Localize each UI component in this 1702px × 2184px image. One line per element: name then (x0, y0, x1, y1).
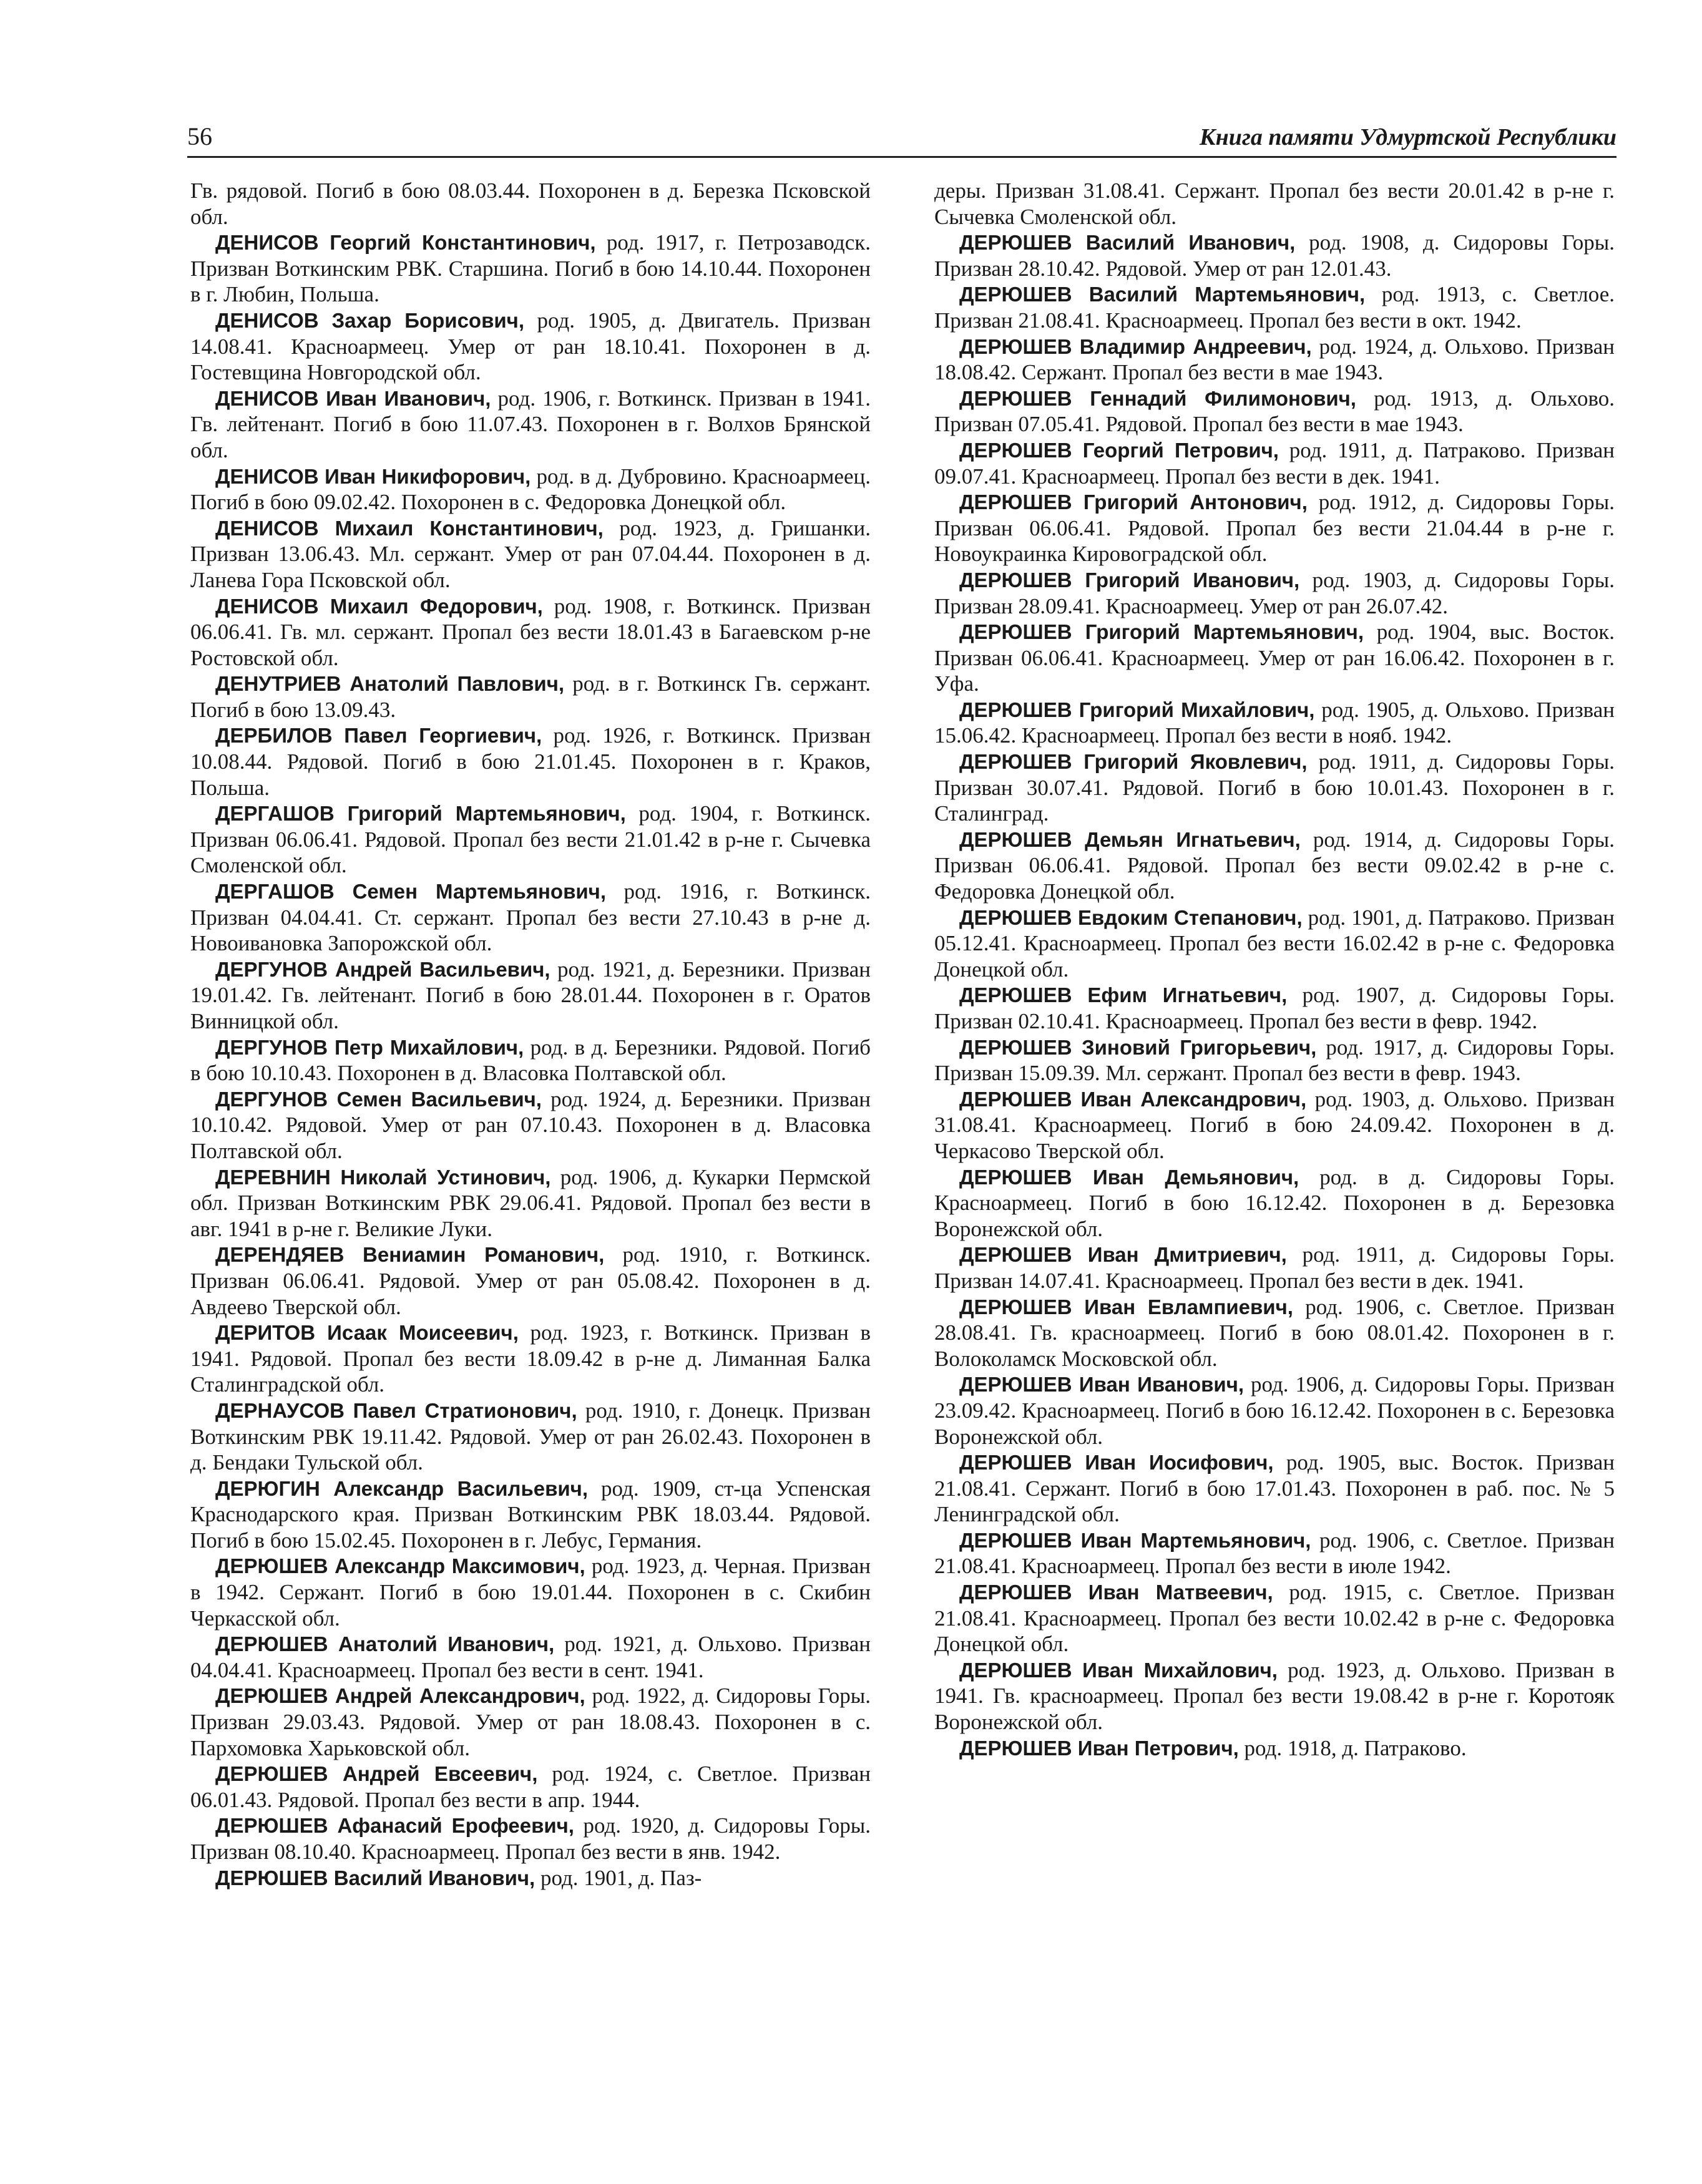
person-name: ДЕРЮШЕВ Григорий Мартемьянович, (959, 620, 1364, 644)
entry-details: род. 1907, д. Сидоровы Горы. Призван 02.10.41. Красноармеец. Пропал без вести в февр. 1942. (934, 983, 1615, 1033)
memorial-entry (190, 957, 871, 1035)
person-name: ДЕРЮШЕВ Владимир Андреевич, (959, 334, 1312, 358)
memorial-entry (934, 1294, 1615, 1372)
entry-details: род. 1905, д. Ольхово. Призван 15.06.42. Красноармеец. Пропал без вести в нояб. 1942. (934, 697, 1615, 748)
memorial-entry (934, 1035, 1615, 1086)
person-name: ДЕРЮШЕВ Григорий Михайлович, (959, 698, 1315, 721)
memorial-entry (190, 671, 871, 723)
entry-details: род. 1924, с. Светлое. Призван 06.01.43. Рядовой. Пропал без вести в апр. 1944. (190, 1762, 871, 1812)
memorial-entry (190, 1761, 871, 1813)
entry-details: род. 1912, д. Сидоровы Горы. Призван 06.06.41. Рядовой. Пропал без вести 21.04.44 в р-не г. Новоукраинка Кировоградской обл. (934, 490, 1615, 567)
entry-details: род. 1917, д. Сидоровы Горы. Призван 15.09.39. Мл. сержант. Пропал без вести в февр. 1943. (934, 1035, 1615, 1086)
person-name: ДЕРБИЛОВ Павел Георгиевич, (215, 724, 542, 748)
person-name: ДЕНИСОВ Иван Иванович, (215, 386, 491, 410)
entry-details: род. в д. Сидоровы Горы. Красноармеец. Погиб в бою 16.12.42. Похоронен в д. Березовка Воронежской обл. (934, 1164, 1615, 1241)
entry-details: род. 1906, с. Светлое. Призван 28.08.41. Гв. красноармеец. Погиб в бою 08.01.42. Похоронен в г. Волоколамск Московской обл. (934, 1294, 1615, 1371)
entry-details: род. 1913, д. Ольхово. Призван 07.05.41. Рядовой. Пропал без вести в мае 1943. (934, 386, 1615, 437)
entry-details: род. 1903, д. Ольхово. Призван 31.08.41. Красноармеец. Погиб в бою 24.09.42. Похоронен в д. Черкасово Тверской обл. (934, 1086, 1615, 1163)
entry-details: род. 1909, ст-ца Успенская Краснодарского края. Призван Воткинским РВК 18.03.44. Рядовой. Погиб в бою 15.02.45. Похоронен в г. Лебус, Германия. (190, 1476, 871, 1553)
person-name: ДЕРГУНОВ Семен Васильевич, (215, 1087, 542, 1111)
memorial-entry (190, 723, 871, 801)
memorial-entry (190, 1035, 871, 1086)
entry-details: род. 1908, г. Воткинск. Призван 06.06.41. Гв. мл. сержант. Пропал без вести 18.01.43 в Багаевском р-не Ростовской обл. (190, 593, 871, 670)
person-name: ДЕРЮШЕВ Иван Михайлович, (959, 1658, 1278, 1682)
memorial-entry (190, 1164, 871, 1242)
entry-details: род. 1908, д. Сидоровы Горы. Призван 28.10.42. Рядовой. Умер от ран 12.01.43. (934, 230, 1615, 281)
entry-details: род. 1914, д. Сидоровы Горы. Призван 06.06.41. Рядовой. Пропал без вести 09.02.42 в р-не с. Федоровка Донецкой обл. (934, 827, 1615, 904)
entry-details: род. 1915, с. Светлое. Призван 21.08.41. Красноармеец. Пропал без вести 10.02.42 в р-не с. Федоровка Донецкой обл. (934, 1580, 1615, 1657)
person-name: ДЕРЮШЕВ Афанасий Ерофеевич, (215, 1814, 574, 1838)
memorial-entry-continuation (934, 178, 1615, 230)
entry-details: род. 1911, д. Сидоровы Горы. Призван 30.07.41. Рядовой. Погиб в бою 10.01.43. Похоронен в г. Сталинград. (934, 749, 1615, 826)
memorial-entry (934, 905, 1615, 983)
memorial-entry (190, 1320, 871, 1398)
entry-details: род. 1910, г. Донецк. Призван Воткинским РВК 19.11.42. Рядовой. Умер от ран 26.02.43. Похоронен в д. Бендаки Тульской обл. (190, 1398, 871, 1475)
entry-details: деры. Призван 31.08.41. Сержант. Пропал без вести 20.01.42 в р-не г. Сычевка Смоленской обл. (934, 178, 1615, 229)
memorial-entry (934, 334, 1615, 386)
person-name: ДЕРЮШЕВ Василий Иванович, (215, 1866, 536, 1889)
memorial-entry (934, 567, 1615, 619)
memorial-entry (190, 515, 871, 593)
entry-details: род. 1918, д. Патраково. (1238, 1735, 1467, 1760)
memorial-entry (190, 386, 871, 464)
memorial-entry (190, 1813, 871, 1865)
entry-details: род. 1910, г. Воткинск. Призван 06.06.41. Рядовой. Умер от ран 05.08.42. Похоронен в д. Авдеево Тверской обл. (190, 1242, 871, 1319)
memorial-entry (190, 230, 871, 308)
entry-details: род. 1901, д. Патраково. Призван 05.12.41. Красноармеец. Пропал без вести 16.02.42 в р-не с. Федоровка Донецкой обл. (934, 905, 1615, 982)
person-name: ДЕРЮШЕВ Демьян Игнатьевич, (959, 827, 1301, 851)
entry-details: род. 1923, г. Воткинск. Призван в 1941. Рядовой. Пропал без вести 18.09.42 в р-не д. Лиманная Балка Сталинградской обл. (190, 1320, 871, 1397)
entry-details: род. 1921, д. Березники. Призван 19.01.42. Гв. лейтенант. Погиб в бою 28.01.44. Похоронен в г. Оратов Винницкой обл. (190, 957, 871, 1033)
right-column (934, 178, 1615, 1761)
memorial-entry (934, 1528, 1615, 1579)
person-name: ДЕРЮШЕВ Василий Иванович, (959, 231, 1296, 255)
entry-details: род. 1911, д. Сидоровы Горы. Призван 14.07.41. Красноармеец. Пропал без вести в дек. 1941. (934, 1242, 1615, 1293)
memorial-entry (190, 1865, 871, 1891)
person-name: ДЕНИСОВ Иван Никифорович, (215, 464, 531, 488)
memorial-entry (934, 386, 1615, 437)
entry-details: род. в д. Березники. Рядовой. Погиб в бою 10.10.43. Похоронен в д. Власовка Полтавской обл. (190, 1035, 871, 1086)
memorial-entry (190, 1631, 871, 1683)
entry-details: Гв. рядовой. Погиб в бою 08.03.44. Похоронен в д. Березка Псковской обл. (190, 178, 871, 229)
memorial-entry (934, 1086, 1615, 1164)
entry-details: род. 1923, д. Черная. Призван в 1942. Сержант. Погиб в бою 19.01.44. Похоронен в с. Скибин Черкасской обл. (190, 1554, 871, 1631)
memorial-entry (934, 697, 1615, 749)
person-name: ДЕРЮШЕВ Георгий Петрович, (959, 438, 1279, 462)
entry-details: род. 1921, д. Ольхово. Призван 04.04.41. Красноармеец. Пропал без вести в сент. 1941. (190, 1632, 871, 1682)
person-name: ДЕРГУНОВ Петр Михайлович, (215, 1035, 524, 1059)
person-name: ДЕРЮШЕВ Зиновий Григорьевич, (959, 1035, 1317, 1059)
entry-details: род. 1916, г. Воткинск. Призван 04.04.41. Ст. сержант. Пропал без вести 27.10.43 в р-не д. Новоивановка Запорожской обл. (190, 879, 871, 956)
memorial-entry (190, 1683, 871, 1761)
memorial-entry (190, 308, 871, 386)
person-name: ДЕРЮШЕВ Иван Иванович, (959, 1373, 1245, 1397)
memorial-entry (190, 879, 871, 957)
memorial-entry-continuation (190, 178, 871, 230)
memorial-entry (190, 593, 871, 671)
person-name: ДЕРЮШЕВ Ефим Игнатьевич, (959, 983, 1288, 1007)
memorial-entry (934, 619, 1615, 697)
memorial-entry (934, 1657, 1615, 1735)
person-name: ДЕРЮШЕВ Иван Мартемьянович, (959, 1528, 1311, 1552)
entry-details: род. 1904, выс. Восток. Призван 06.06.41. Красноармеец. Умер от ран 16.06.42. Похоронен в г. Уфа. (934, 620, 1615, 696)
memorial-entry (190, 1476, 871, 1554)
memorial-entry (190, 1553, 871, 1631)
entry-details: род. 1906, д. Кукарки Пермской обл. Призван Воткинским РВК 29.06.41. Рядовой. Пропал без вести в авг. 1941 в р-не г. Великие Луки. (190, 1164, 871, 1241)
entry-details: род. 1922, д. Сидоровы Горы. Призван 29.03.43. Рядовой. Умер от ран 18.08.43. Похоронен в с. Пархомовка Харьковской обл. (190, 1684, 871, 1760)
person-name: ДЕНУТРИЕВ Анатолий Павлович, (215, 672, 565, 696)
person-name: ДЕРЮШЕВ Иван Евлампиевич, (959, 1295, 1293, 1319)
person-name: ДЕРЮШЕВ Григорий Иванович, (959, 568, 1300, 592)
memorial-entry (934, 827, 1615, 905)
memorial-entry (934, 1450, 1615, 1528)
memorial-entry (934, 1579, 1615, 1657)
memorial-entry (934, 982, 1615, 1034)
memorial-entry (190, 464, 871, 515)
person-name: ДЕРЮШЕВ Иван Дмитриевич, (959, 1243, 1287, 1267)
person-name: ДЕРГАШОВ Григорий Мартемьянович, (215, 802, 626, 826)
entry-details: род. 1906, г. Воткинск. Призван в 1941. Гв. лейтенант. Погиб в бою 11.07.43. Похоронен в г. Волхов Брянской обл. (190, 386, 871, 462)
person-name: ДЕРЮШЕВ Иван Демьянович, (959, 1165, 1299, 1189)
person-name: ДЕРЮШЕВ Григорий Антонович, (959, 490, 1308, 514)
entry-details: род. 1903, д. Сидоровы Горы. Призван 28.09.41. Красноармеец. Умер от ран 26.07.42. (934, 567, 1615, 618)
person-name: ДЕРГАШОВ Семен Мартемьянович, (215, 880, 606, 904)
left-column (190, 178, 871, 1891)
memorial-entry (934, 230, 1615, 281)
person-name: ДЕРНАУСОВ Павел Стратионович, (215, 1398, 577, 1422)
entry-details: род. 1923, д. Гришанки. Призван 13.06.43. Мл. сержант. Умер от ран 07.04.44. Похоронен в д. Ланева Гора Псковской обл. (190, 515, 871, 592)
person-name: ДЕРИТОВ Исаак Моисеевич, (215, 1321, 519, 1345)
memorial-entry (934, 1372, 1615, 1450)
memorial-entry (190, 1398, 871, 1476)
entry-details: род. 1905, выс. Восток. Призван 21.08.41. Сержант. Погиб в бою 17.01.43. Похоронен в раб. пос. № 5 Ленинградской обл. (934, 1450, 1615, 1527)
memorial-entry (934, 489, 1615, 567)
person-name: ДЕРГУНОВ Андрей Васильевич, (215, 957, 550, 981)
person-name: ДЕРЮШЕВ Иван Петрович, (959, 1736, 1239, 1760)
entry-details: род. в г. Воткинск Гв. сержант. Погиб в бою 13.09.43. (190, 671, 871, 722)
running-title: Книга памяти Удмуртской Республики (1199, 124, 1616, 150)
entry-details: род. в д. Дубровино. Красноармеец. Погиб в бою 09.02.42. Похоронен в с. Федоровка Донецкой обл. (190, 464, 871, 515)
entry-details: род. 1904, г. Воткинск. Призван 06.06.41. Рядовой. Пропал без вести 21.01.42 в р-не г. Сычевка Смоленской обл. (190, 801, 871, 878)
person-name: ДЕРЮШЕВ Евдоким Степанович, (959, 905, 1303, 929)
entry-details: род. 1906, д. Сидоровы Горы. Призван 23.09.42. Красноармеец. Погиб в бою 16.12.42. Похоронен в с. Березовка Воронежской обл. (934, 1372, 1615, 1449)
person-name: ДЕНИСОВ Георгий Константинович, (215, 231, 596, 255)
person-name: ДЕРЮШЕВ Александр Максимович, (215, 1554, 585, 1578)
memorial-entry (190, 1086, 871, 1164)
person-name: ДЕРЮШЕВ Иван Александрович, (959, 1087, 1307, 1111)
memorial-entry (934, 281, 1615, 333)
entry-details: род. 1913, с. Светлое. Призван 21.08.41. Красноармеец. Пропал без вести в окт. 1942. (934, 282, 1615, 333)
person-name: ДЕРЕВНИН Николай Устинович, (215, 1165, 551, 1189)
entry-details: род. 1901, д. Паз- (535, 1865, 702, 1890)
person-name: ДЕРЮШЕВ Василий Мартемьянович, (959, 283, 1366, 306)
entry-details: род. 1926, г. Воткинск. Призван 10.08.44. Рядовой. Погиб в бою 21.01.45. Похоронен в г. Краков, Польша. (190, 723, 871, 800)
entry-details: род. 1911, д. Патраково. Призван 09.07.41. Красноармеец. Пропал без вести в дек. 1941. (934, 437, 1615, 489)
person-name: ДЕНИСОВ Михаил Федорович, (215, 594, 543, 618)
person-name: ДЕРЮШЕВ Анатолий Иванович, (215, 1632, 555, 1656)
entry-details: род. 1905, д. Двигатель. Призван 14.08.41. Красноармеец. Умер от ран 18.10.41. Похоронен в д. Гостевщина Новгородской обл. (190, 308, 871, 385)
memorial-entry (934, 749, 1615, 827)
person-name: ДЕНИСОВ Захар Борисович, (215, 308, 524, 332)
entry-details: род. 1923, д. Ольхово. Призван в 1941. Гв. красноармеец. Пропал без вести 19.08.42 в р-не г. Коротояк Воронежской обл. (934, 1657, 1615, 1735)
entry-details: род. 1906, с. Светлое. Призван 21.08.41. Красноармеец. Пропал без вести в июле 1942. (934, 1528, 1615, 1579)
entry-details: род. 1920, д. Сидоровы Горы. Призван 08.10.40. Красноармеец. Пропал без вести в янв. 1942. (190, 1813, 871, 1864)
person-name: ДЕРЮШЕВ Иван Матвеевич, (959, 1581, 1273, 1604)
person-name: ДЕНИСОВ Михаил Константинович, (215, 516, 604, 540)
memorial-entry (934, 1164, 1615, 1242)
person-name: ДЕРЮШЕВ Геннадий Филимонович, (959, 386, 1356, 410)
entry-details: род. 1924, д. Березники. Призван 10.10.42. Рядовой. Умер от ран 07.10.43. Похоронен в д. Власовка Полтавской обл. (190, 1086, 871, 1163)
memorial-entry (190, 1242, 871, 1320)
memorial-entry (934, 1242, 1615, 1294)
person-name: ДЕРЮШЕВ Григорий Яковлевич, (959, 750, 1308, 774)
person-name: ДЕРЮШЕВ Иван Иосифович, (959, 1451, 1274, 1475)
memorial-entry (934, 1735, 1615, 1762)
person-name: ДЕРЮШЕВ Андрей Евсеевич, (215, 1762, 538, 1786)
person-name: ДЕРЕНДЯЕВ Вениамин Романович, (215, 1243, 605, 1267)
page-header (187, 112, 1616, 158)
person-name: ДЕРЮГИН Александр Васильевич, (215, 1476, 589, 1500)
memorial-entry (934, 437, 1615, 489)
page-number: 56 (187, 122, 212, 150)
entry-details: род. 1917, г. Петрозаводск. Призван Воткинским РВК. Старшина. Погиб в бою 14.10.44. Похоронен в г. Любин, Польша. (190, 230, 871, 307)
memorial-entry (190, 801, 871, 879)
person-name: ДЕРЮШЕВ Андрей Александрович, (215, 1684, 585, 1708)
entry-details: род. 1924, д. Ольхово. Призван 18.08.42. Сержант. Пропал без вести в мае 1943. (934, 334, 1615, 385)
